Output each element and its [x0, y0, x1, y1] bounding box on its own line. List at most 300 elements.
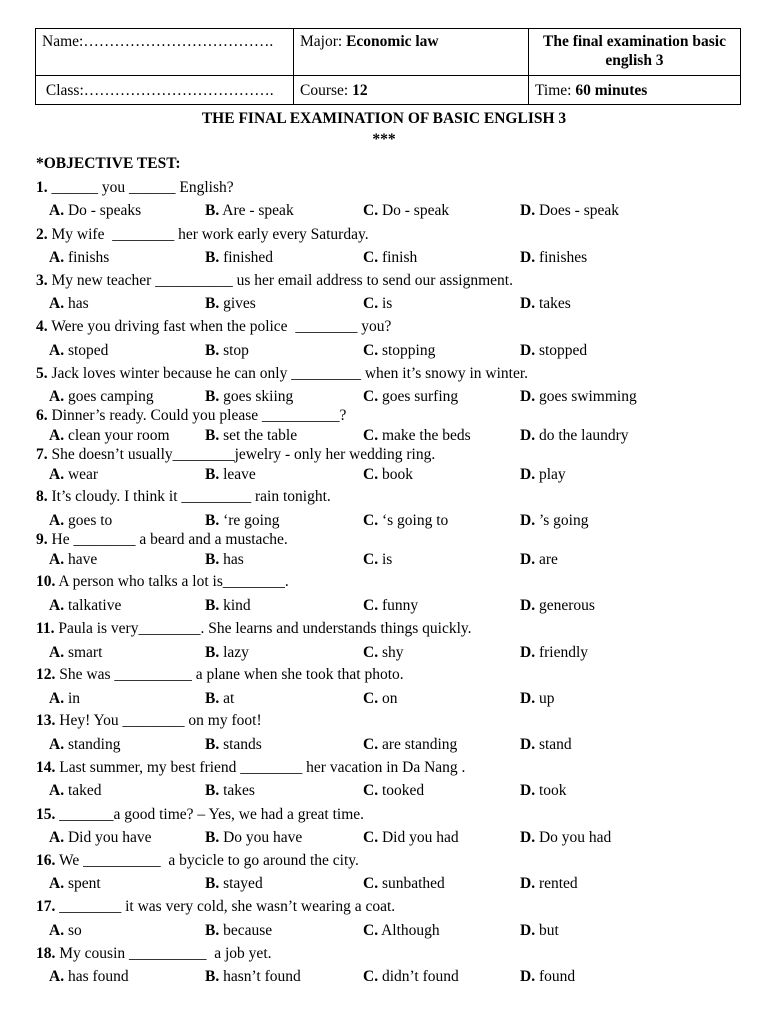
option-c[interactable]: [363, 427, 471, 445]
option-d[interactable]: [520, 736, 572, 754]
option-text: goes swimming: [538, 388, 637, 405]
option-d[interactable]: [520, 342, 587, 360]
option-d[interactable]: [520, 690, 554, 708]
option-d[interactable]: [520, 875, 578, 893]
question-number: 11.: [36, 620, 55, 637]
question-17: [36, 898, 756, 916]
name-cell: [36, 29, 294, 76]
options-row: [36, 202, 756, 222]
option-letter: A.: [49, 202, 65, 219]
question-7: [36, 446, 756, 464]
question-6: [36, 407, 756, 425]
option-a[interactable]: [49, 427, 170, 445]
option-letter: B.: [205, 295, 220, 312]
option-c[interactable]: [363, 388, 458, 406]
question-14: [36, 759, 756, 777]
option-letter: C.: [363, 512, 379, 529]
question-text: _______a good time? – Yes, we had a great time.: [55, 806, 365, 823]
option-c[interactable]: [363, 690, 397, 708]
option-letter: D.: [520, 466, 536, 483]
option-c[interactable]: [363, 736, 457, 754]
question-text: Paula is very________. She learns and understands things quickly.: [54, 620, 472, 637]
option-b[interactable]: [205, 968, 301, 986]
option-letter: B.: [205, 782, 220, 799]
option-b[interactable]: [205, 342, 249, 360]
option-text: spent: [67, 875, 101, 892]
option-text: make the beds: [381, 427, 471, 444]
option-letter: A.: [49, 875, 65, 892]
question-number: 13.: [36, 712, 56, 729]
question-12: [36, 666, 756, 684]
option-text: set the table: [223, 427, 298, 444]
option-text: on: [381, 690, 398, 707]
option-letter: B.: [205, 875, 220, 892]
option-text: Do - speak: [381, 202, 450, 219]
option-letter: D.: [520, 968, 536, 985]
class-label: Class:: [45, 81, 84, 99]
option-a[interactable]: [49, 551, 97, 569]
question-5: [36, 365, 756, 383]
option-letter: A.: [49, 644, 65, 661]
option-text: stand: [538, 736, 572, 753]
option-d[interactable]: [520, 388, 637, 406]
option-text: sunbathed: [381, 875, 445, 892]
option-text: Did you have: [67, 829, 152, 846]
option-letter: C.: [363, 875, 379, 892]
option-text: goes camping: [67, 388, 154, 405]
option-a[interactable]: [49, 466, 98, 484]
option-c[interactable]: [363, 512, 448, 530]
option-b[interactable]: [205, 466, 256, 484]
option-letter: D.: [520, 551, 536, 568]
option-c[interactable]: [363, 597, 418, 615]
option-letter: A.: [49, 512, 65, 529]
option-letter: D.: [520, 342, 536, 359]
option-letter: A.: [49, 690, 65, 707]
class-cell: [36, 76, 294, 105]
option-b[interactable]: [205, 922, 272, 940]
option-a[interactable]: [49, 512, 112, 530]
question-number: 17.: [36, 898, 56, 915]
option-letter: C.: [363, 782, 379, 799]
major-label: Major:: [300, 33, 343, 50]
option-d[interactable]: [520, 202, 619, 220]
question-text: Were you driving fast when the police ________ you?: [47, 318, 392, 335]
option-text: Do - speaks: [67, 202, 142, 219]
option-letter: B.: [205, 736, 220, 753]
option-letter: A.: [49, 388, 65, 405]
option-d[interactable]: [520, 968, 575, 986]
options-row: [36, 427, 756, 447]
option-text: stopped: [538, 342, 588, 359]
option-letter: B.: [205, 342, 220, 359]
option-text: finishes: [538, 249, 588, 266]
name-label: Name:: [42, 33, 84, 50]
option-a[interactable]: [49, 782, 102, 800]
options-row: [36, 512, 756, 532]
option-b[interactable]: [205, 829, 302, 847]
option-c[interactable]: [363, 249, 417, 267]
option-text: found: [538, 968, 576, 985]
option-text: friendly: [538, 644, 589, 661]
option-letter: C.: [363, 466, 379, 483]
option-d[interactable]: [520, 597, 595, 615]
option-letter: D.: [520, 202, 536, 219]
option-text: Do you had: [538, 829, 612, 846]
option-c[interactable]: [363, 202, 449, 220]
option-text: funny: [381, 597, 419, 614]
option-text: shy: [381, 644, 404, 661]
option-letter: B.: [205, 829, 220, 846]
option-letter: B.: [205, 690, 220, 707]
option-c[interactable]: [363, 829, 459, 847]
time-value: 60 minutes: [575, 81, 648, 99]
exam-title-cell: The final examination basic english 3: [529, 29, 741, 76]
option-letter: D.: [520, 427, 536, 444]
title-stars: ***: [372, 131, 396, 148]
option-c[interactable]: [363, 466, 413, 484]
option-text: in: [67, 690, 81, 707]
option-d[interactable]: [520, 829, 611, 847]
question-text: Dinner’s ready. Could you please __________?: [47, 407, 347, 424]
option-letter: D.: [520, 644, 536, 661]
option-text: have: [67, 551, 98, 568]
option-text: Does - speak: [538, 202, 620, 219]
options-row: [36, 295, 756, 315]
option-c[interactable]: [363, 295, 392, 313]
option-letter: B.: [205, 968, 220, 985]
option-c[interactable]: [363, 875, 445, 893]
option-text: talkative: [67, 597, 122, 614]
option-d[interactable]: [520, 551, 558, 569]
option-a[interactable]: [49, 249, 109, 267]
option-text: takes: [223, 782, 255, 799]
options-row: [36, 597, 756, 617]
option-letter: B.: [205, 512, 220, 529]
option-letter: C.: [363, 388, 379, 405]
option-letter: B.: [205, 202, 220, 219]
options-row: [36, 388, 756, 408]
options-row: [36, 466, 756, 486]
option-letter: A.: [49, 829, 65, 846]
option-letter: B.: [205, 388, 220, 405]
time-label: Time:: [535, 81, 572, 99]
option-b[interactable]: [205, 295, 256, 313]
question-number: 14.: [36, 759, 56, 776]
option-text: because: [223, 922, 273, 939]
option-a[interactable]: [49, 295, 89, 313]
option-a[interactable]: [49, 342, 108, 360]
options-row: [36, 249, 756, 269]
option-text: clean your room: [67, 427, 170, 444]
options-row: [36, 342, 756, 362]
option-c[interactable]: [363, 782, 424, 800]
course-cell: [294, 76, 529, 105]
option-text: stoped: [67, 342, 109, 359]
question-13: [36, 712, 756, 730]
option-text: has: [67, 295, 89, 312]
option-text: goes skiing: [223, 388, 294, 405]
question-text: My cousin __________ a job yet.: [55, 945, 272, 962]
option-letter: C.: [363, 342, 379, 359]
exam-title: THE FINAL EXAMINATION OF BASIC ENGLISH 3: [201, 110, 567, 127]
option-text: takes: [538, 295, 571, 312]
question-number: 16.: [36, 852, 56, 869]
option-text: is: [381, 551, 393, 568]
option-letter: D.: [520, 782, 536, 799]
question-number: 5.: [36, 365, 48, 382]
options-row: [36, 875, 756, 895]
option-d[interactable]: [520, 427, 629, 445]
option-text: rented: [538, 875, 578, 892]
option-letter: A.: [49, 427, 65, 444]
question-number: 4.: [36, 318, 48, 335]
question-1: [36, 179, 756, 197]
option-text: but: [538, 922, 559, 939]
option-text: standing: [67, 736, 121, 753]
option-b[interactable]: [205, 875, 263, 893]
option-letter: D.: [520, 249, 536, 266]
option-text: are: [538, 551, 558, 568]
option-letter: C.: [363, 597, 379, 614]
option-text: Although: [381, 922, 440, 939]
course-label: Course:: [300, 81, 349, 99]
section-heading: *OBJECTIVE TEST:: [36, 155, 181, 172]
option-letter: A.: [49, 551, 65, 568]
option-letter: D.: [520, 829, 536, 846]
options-row: [36, 644, 756, 664]
option-letter: C.: [363, 968, 379, 985]
course-value: 12: [352, 81, 368, 99]
option-text: Are - speak: [222, 202, 294, 219]
option-b[interactable]: [205, 644, 249, 662]
option-letter: D.: [520, 875, 536, 892]
option-c[interactable]: [363, 968, 459, 986]
option-text: kind: [223, 597, 251, 614]
option-b[interactable]: [205, 202, 294, 220]
option-letter: B.: [205, 551, 220, 568]
option-letter: C.: [363, 922, 379, 939]
option-d[interactable]: [520, 922, 559, 940]
question-number: 2.: [36, 226, 48, 243]
option-letter: D.: [520, 388, 536, 405]
option-letter: B.: [205, 644, 220, 661]
option-a[interactable]: [49, 202, 141, 220]
option-a[interactable]: [49, 922, 82, 940]
options-row: [36, 922, 756, 942]
option-letter: C.: [363, 295, 379, 312]
option-b[interactable]: [205, 512, 279, 530]
option-c[interactable]: [363, 342, 435, 360]
option-text: taked: [67, 782, 102, 799]
question-text: Jack loves winter because he can only _________ when it’s snowy in winter.: [47, 365, 529, 382]
option-text: goes surfing: [381, 388, 459, 405]
option-text: has: [223, 551, 244, 568]
option-b[interactable]: [205, 249, 273, 267]
question-number: 18.: [36, 945, 56, 962]
question-text: He ________ a beard and a mustache.: [47, 531, 288, 548]
question-10: [36, 573, 756, 591]
options-row: [36, 968, 756, 988]
option-b[interactable]: [205, 551, 244, 569]
question-number: 15.: [36, 806, 56, 823]
question-8: [36, 488, 756, 506]
options-row: [36, 551, 756, 571]
option-text: took: [538, 782, 567, 799]
option-b[interactable]: [205, 782, 255, 800]
question-number: 3.: [36, 272, 48, 289]
option-letter: C.: [363, 202, 379, 219]
option-a[interactable]: [49, 597, 121, 615]
option-text: play: [538, 466, 566, 483]
option-text: ‘re going: [223, 512, 280, 529]
option-text: gives: [223, 295, 256, 312]
question-text: ________ it was very cold, she wasn’t wearing a coat.: [55, 898, 396, 915]
question-number: 1.: [36, 179, 48, 196]
option-text: are standing: [381, 736, 458, 753]
option-letter: C.: [363, 551, 379, 568]
question-number: 7.: [36, 446, 48, 463]
option-text: leave: [223, 466, 256, 483]
option-text: ‘s going to: [381, 512, 449, 529]
option-letter: C.: [363, 427, 379, 444]
time-cell: [529, 76, 741, 105]
question-text: It’s cloudy. I think it _________ rain tonight.: [47, 488, 331, 505]
option-text: lazy: [223, 644, 249, 661]
options-row: [36, 736, 756, 756]
option-a[interactable]: [49, 388, 154, 406]
options-row: [36, 829, 756, 849]
option-letter: A.: [49, 249, 65, 266]
question-2: [36, 226, 756, 244]
option-c[interactable]: [363, 644, 404, 662]
option-letter: D.: [520, 736, 536, 753]
option-b[interactable]: [205, 388, 293, 406]
option-letter: A.: [49, 342, 65, 359]
question-3: [36, 272, 756, 290]
major-value: Economic law: [346, 33, 439, 50]
option-d[interactable]: [520, 249, 587, 267]
option-a[interactable]: [49, 968, 129, 986]
option-text: book: [381, 466, 413, 483]
option-d[interactable]: [520, 512, 588, 530]
header-table: [35, 28, 741, 105]
question-16: [36, 852, 756, 870]
option-b[interactable]: [205, 690, 234, 708]
option-b[interactable]: [205, 427, 297, 445]
option-a[interactable]: [49, 875, 101, 893]
question-text: A person who talks a lot is________.: [55, 573, 289, 590]
question-number: 12.: [36, 666, 56, 683]
option-c[interactable]: [363, 922, 440, 940]
option-text: up: [538, 690, 555, 707]
option-d[interactable]: [520, 295, 571, 313]
question-9: [36, 531, 756, 549]
option-letter: B.: [205, 597, 220, 614]
option-text: wear: [67, 466, 99, 483]
option-letter: A.: [49, 597, 65, 614]
option-a[interactable]: [49, 829, 151, 847]
option-text: at: [223, 690, 235, 707]
option-letter: C.: [363, 644, 379, 661]
option-letter: D.: [520, 295, 536, 312]
option-b[interactable]: [205, 597, 251, 615]
option-letter: A.: [49, 736, 65, 753]
option-text: has found: [67, 968, 129, 985]
option-letter: C.: [363, 829, 379, 846]
option-letter: B.: [205, 249, 220, 266]
option-text: stop: [223, 342, 249, 359]
option-letter: B.: [205, 922, 220, 939]
question-number: 9.: [36, 531, 48, 548]
question-18: [36, 945, 756, 963]
question-text: Hey! You ________ on my foot!: [55, 712, 262, 729]
option-text: stopping: [381, 342, 436, 359]
option-text: Did you had: [381, 829, 459, 846]
option-letter: C.: [363, 690, 379, 707]
option-text: stands: [223, 736, 262, 753]
options-row: [36, 782, 756, 802]
option-d[interactable]: [520, 466, 566, 484]
option-text: goes to: [67, 512, 113, 529]
name-dots: ……………………………….: [83, 33, 274, 50]
option-letter: B.: [205, 427, 220, 444]
option-letter: C.: [363, 249, 379, 266]
question-text: My wife ________ her work early every Saturday.: [47, 226, 369, 243]
option-letter: A.: [49, 922, 65, 939]
question-number: 8.: [36, 488, 48, 505]
option-b[interactable]: [205, 736, 262, 754]
question-text: My new teacher __________ us her email address to send our assignment.: [47, 272, 513, 289]
option-a[interactable]: [49, 690, 80, 708]
option-letter: A.: [49, 782, 65, 799]
question-text: We __________ a bycicle to go around the city.: [55, 852, 359, 869]
option-text: didn’t found: [381, 968, 459, 985]
option-letter: D.: [520, 922, 536, 939]
question-text: She doesn’t usually________jewelry - only her wedding ring.: [47, 446, 436, 463]
options-row: [36, 690, 756, 710]
option-text: finishs: [67, 249, 110, 266]
option-d[interactable]: [520, 644, 588, 662]
option-text: generous: [538, 597, 595, 614]
option-d[interactable]: [520, 782, 567, 800]
question-number: 10.: [36, 573, 56, 590]
question-text: Last summer, my best friend ________ her vacation in Da Nang .: [55, 759, 466, 776]
option-text: do the laundry: [538, 427, 629, 444]
option-c[interactable]: [363, 551, 392, 569]
class-dots: ……………………………….: [83, 81, 274, 99]
question-4: [36, 318, 756, 336]
option-letter: D.: [520, 512, 536, 529]
question-number: 6.: [36, 407, 48, 424]
option-a[interactable]: [49, 644, 102, 662]
question-text: ______ you ______ English?: [47, 179, 234, 196]
option-text: smart: [67, 644, 103, 661]
option-text: ’s going: [538, 512, 589, 529]
option-letter: A.: [49, 968, 65, 985]
option-text: Do you have: [223, 829, 303, 846]
option-letter: C.: [363, 736, 379, 753]
option-text: stayed: [223, 875, 263, 892]
option-letter: A.: [49, 295, 65, 312]
question-15: [36, 806, 756, 824]
option-letter: B.: [205, 466, 220, 483]
major-cell: [294, 29, 529, 76]
question-text: She was __________ a plane when she took that photo.: [55, 666, 404, 683]
option-a[interactable]: [49, 736, 120, 754]
option-text: finish: [381, 249, 418, 266]
option-letter: D.: [520, 690, 536, 707]
